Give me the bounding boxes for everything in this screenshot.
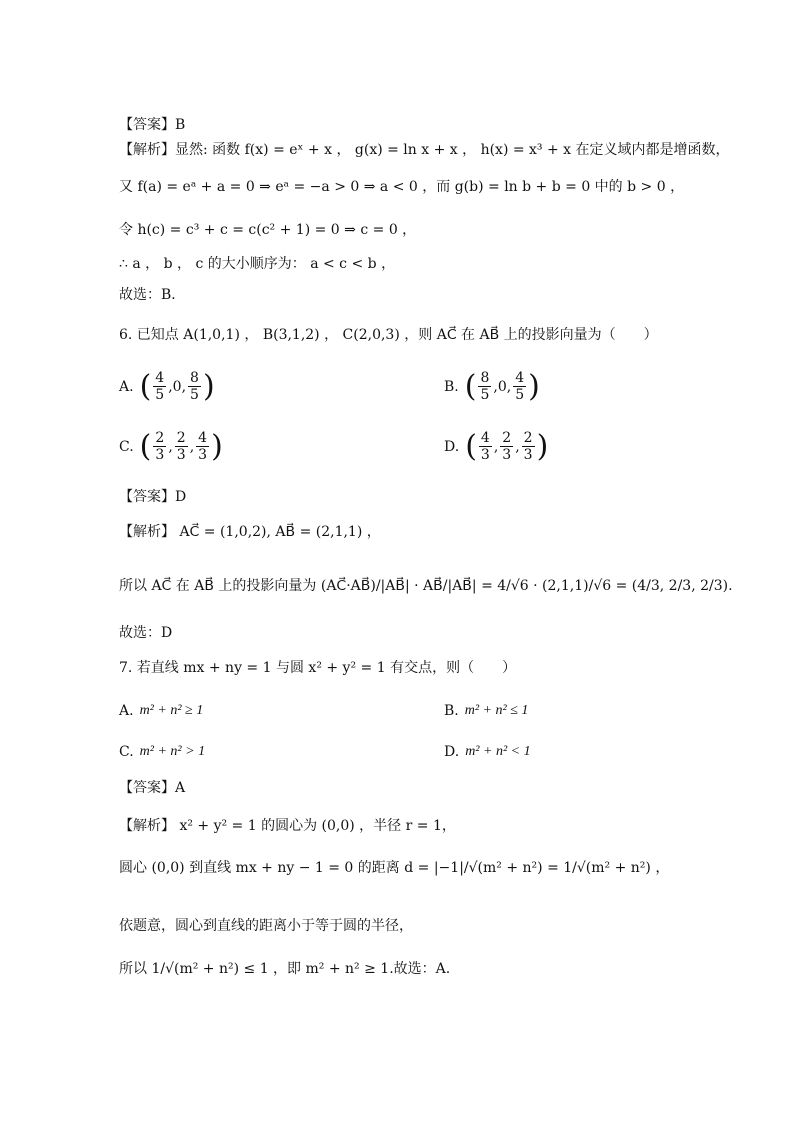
q7-option-c xyxy=(119,744,205,760)
fraction: 2 3 xyxy=(523,430,533,463)
explanation-5-line-4: ∴ a ， b ， c 的大小顺序为： a < c < b ， xyxy=(119,256,396,272)
explanation-7-line-1: 【解析】 x² + y² = 1 的圆心为 (0,0) ，半径 r = 1， xyxy=(119,818,456,834)
explanation-6-line-2: 所以 AC⃗ 在 AB⃗ 上的投影向量为 (AC⃗·AB⃗)/|AB⃗| · AB⃗/|AB⃗| = 4/√6 · (2,1,1)/√6 = (4/3, 2/3, 2/3). xyxy=(119,578,733,594)
vector: ( 2 3 , 2 3 , 4 3 ) xyxy=(139,428,223,464)
option-text: m² + n² ≥ 1 xyxy=(139,703,204,718)
option-text: m² + n² < 1 xyxy=(465,744,531,759)
fraction: 8 5 xyxy=(190,370,199,403)
option-label: B. xyxy=(444,378,459,395)
fraction: 2 3 xyxy=(502,430,512,463)
answer-7: 【答案】A xyxy=(119,780,186,796)
option-text: m² + n² > 1 xyxy=(139,744,206,759)
answer-5: 【答案】B xyxy=(119,117,186,133)
option-label: C. xyxy=(119,744,134,760)
q6-option-d xyxy=(444,430,548,463)
vector: ( 4 5 , 0 , 8 5 ) xyxy=(139,368,215,404)
explanation-6-line-3: 故选：D xyxy=(119,625,173,641)
vector: ( 4 3 , 2 3 , 2 3 ) xyxy=(465,428,549,464)
option-label: A. xyxy=(119,703,134,719)
explanation-7-line-3: 依题意，圆心到直线的距离小于等于圆的半径， xyxy=(119,918,413,934)
explanation-7-line-4: 所以 1/√(m² + n²) ≤ 1 ，即 m² + n² ≥ 1.故选：A. xyxy=(119,961,451,977)
fraction: 4 5 xyxy=(515,370,525,403)
option-label: D. xyxy=(444,438,460,455)
q7-option-d xyxy=(444,744,531,760)
explanation-6-line-1: 【解析】 AC⃗ = (1,0,2), AB⃗ = (2,1,1) ， xyxy=(119,524,381,540)
question-7: 7. 若直线 mx + ny = 1 与圆 x² + y² = 1 有交点，则（ ） xyxy=(119,660,517,676)
question-6: 6. 已知点 A(1,0,1) ， B(3,1,2) ， C(2,0,3) ，则 AC⃗ 在 AB⃗ 上的投影向量为（ ） xyxy=(119,327,658,343)
option-label: A. xyxy=(119,378,134,395)
option-label: B. xyxy=(444,703,459,719)
fraction: 2 3 xyxy=(155,430,165,463)
fraction: 4 3 xyxy=(480,430,490,463)
explanation-7-line-2: 圆心 (0,0) 到直线 mx + ny − 1 = 0 的距离 d = |−1|/√(m² + n²) = 1/√(m² + n²) ， xyxy=(119,860,670,876)
fraction: 4 5 xyxy=(155,370,165,403)
fraction: 2 3 xyxy=(176,430,186,463)
q6-option-a xyxy=(119,370,215,403)
fraction: 8 5 xyxy=(480,370,490,403)
option-label: C. xyxy=(119,438,134,455)
value: 0 xyxy=(172,378,182,395)
value: 0 xyxy=(497,378,507,395)
explanation-5-line-3: 令 h(c) = c³ + c = c(c² + 1) = 0 ⇒ c = 0 ， xyxy=(119,222,417,238)
answer-6: 【答案】D xyxy=(119,489,187,505)
explanation-5-line-2: 又 f(a) = eᵃ + a = 0 ⇒ eᵃ = −a > 0 ⇒ a < 0 ，而 g(b) = ln b + b = 0 中的 b > 0 ， xyxy=(119,179,685,195)
q7-option-a xyxy=(119,703,203,719)
option-label: D. xyxy=(444,744,460,760)
q7-option-b xyxy=(444,703,528,719)
explanation-5-line-5: 故选：B． xyxy=(119,287,186,303)
vector: ( 8 5 , 0 , 4 5 ) xyxy=(464,368,540,404)
q6-option-c xyxy=(119,430,223,463)
explanation-5-line-1: 【解析】显然: 函数 f(x) = eˣ + x ， g(x) = ln x + x ， h(x) = x³ + x 在定义域内都是增函数， xyxy=(119,142,730,158)
fraction: 4 3 xyxy=(198,430,208,463)
option-text: m² + n² ≤ 1 xyxy=(464,703,529,718)
q6-option-b xyxy=(444,370,540,403)
